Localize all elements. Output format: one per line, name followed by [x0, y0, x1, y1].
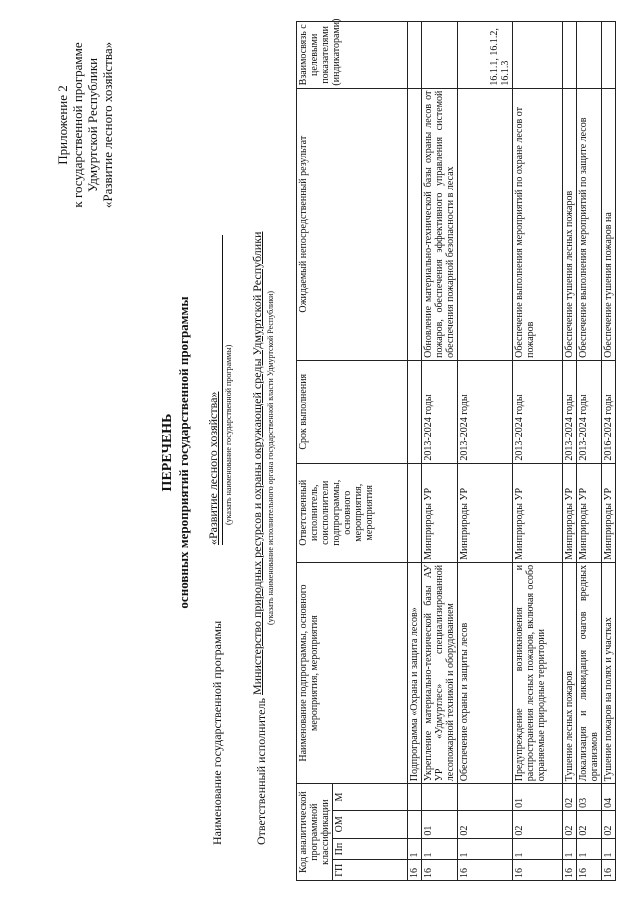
- cell-pp: 1: [563, 838, 577, 860]
- cell-link: [422, 22, 458, 89]
- cell-result: Обеспечение тушения пожаров на: [602, 88, 616, 360]
- cell-name: Тушение лесных пожаров: [563, 562, 577, 783]
- cell-result: [458, 88, 513, 360]
- table-header-row: [297, 22, 333, 881]
- cell-link: [577, 22, 602, 89]
- cell-result: Обеспечение выполнения мероприятий по защите лесов: [577, 88, 602, 360]
- cell-term: [408, 360, 422, 463]
- cell-responsible: Минприроды УР: [563, 463, 577, 562]
- cell-om: 02: [513, 810, 563, 838]
- cell-term: 2013-2024 годы: [577, 360, 602, 463]
- header-om: ОМ: [333, 810, 408, 838]
- cell-gp: 16: [458, 860, 513, 881]
- cell-term: 2013-2024 годы: [458, 360, 513, 463]
- cell-pp: 1: [602, 838, 616, 860]
- executor-label: Ответственный исполнитель: [254, 698, 268, 845]
- cell-responsible: [408, 463, 422, 562]
- cell-name: Обеспечение охраны и защиты лесов: [458, 562, 513, 783]
- cell-om: 02: [577, 810, 602, 838]
- header-m: М: [333, 784, 408, 811]
- cell-m: [422, 784, 458, 811]
- cell-om: 02: [458, 810, 513, 838]
- cell-m: [408, 784, 422, 811]
- table-row: [408, 22, 422, 881]
- cell-responsible: Минприроды УР: [458, 463, 513, 562]
- program-row: [206, 344, 233, 845]
- cell-term: 2013-2024 годы: [563, 360, 577, 463]
- cell-gp: 16: [422, 860, 458, 881]
- document-title: ПЕРЕЧЕНЬ: [160, 413, 175, 492]
- cell-term: 2013-2024 годы: [513, 360, 563, 463]
- appendix-line-1: Приложение 2: [55, 85, 70, 165]
- executor-row: [250, 231, 275, 845]
- cell-term: 2013-2024 годы: [422, 360, 458, 463]
- program-underline: [222, 235, 223, 545]
- cell-result: [408, 88, 422, 360]
- cell-name: Предупреждение возникновения и распространения лесных пожаров, включая особо охраняемые природные территории: [513, 562, 563, 783]
- cell-responsible: Минприроды УР: [422, 463, 458, 562]
- program-name: «Развитие лесного хозяйства»: [206, 391, 220, 545]
- program-label: Наименование государственной программы: [210, 620, 224, 845]
- program-note: (указать наименование государственной программы): [224, 344, 233, 525]
- appendix-block: [55, 20, 115, 230]
- table-row: [422, 22, 458, 881]
- header-name: Наименование подпрограммы, основного мероприятия, мероприятия: [297, 562, 408, 783]
- cell-pp: 1: [513, 838, 563, 860]
- cell-pp: 1: [408, 838, 422, 860]
- cell-m: 03: [577, 784, 602, 811]
- cell-m: [458, 784, 513, 811]
- cell-name: Подпрограмма «Охрана и защита лесов»: [408, 562, 422, 783]
- cell-m: 04: [602, 784, 616, 811]
- header-responsible: Ответственный исполнитель, соисполнители подпрограммы, основного мероприятия, мероприятия: [297, 463, 408, 562]
- appendix-line-3: Удмуртской Республики: [85, 57, 100, 193]
- measures-table: [296, 18, 616, 881]
- cell-pp: 1: [422, 838, 458, 860]
- document-heading: [160, 0, 192, 905]
- document-subtitle: основных мероприятий государственной программы: [176, 296, 191, 609]
- header-code: Код аналитической программной классификации: [297, 784, 333, 881]
- cell-link: [563, 22, 577, 89]
- table-row: [458, 22, 513, 881]
- table-row: [602, 22, 616, 881]
- table-row: [577, 22, 602, 881]
- header-gp: ГП: [333, 860, 408, 881]
- cell-om: [408, 810, 422, 838]
- cell-m: 01: [513, 784, 563, 811]
- cell-gp: 16: [513, 860, 563, 881]
- cell-link: 16.1.1, 16.1.2, 16.1.3: [458, 22, 513, 89]
- cell-name: Локализация и ликвидация очагов вредных организмов: [577, 562, 602, 783]
- cell-link: [408, 22, 422, 89]
- appendix-line-4: «Развитие лесного хозяйства»: [100, 41, 115, 209]
- cell-link: [513, 22, 563, 89]
- appendix-line-2: к государственной программе: [70, 42, 85, 208]
- cell-m: 02: [563, 784, 577, 811]
- cell-term: 2016-2024 годы: [602, 360, 616, 463]
- cell-pp: 1: [458, 838, 513, 860]
- cell-pp: 1: [577, 838, 602, 860]
- header-result: Ожидаемый непосредственный результат: [297, 88, 408, 360]
- cell-link: [602, 22, 616, 89]
- executor-name: Министерство природных ресурсов и охраны окружающей среды Удмуртской Республики: [250, 231, 264, 695]
- header-term: Срок выполнения: [297, 360, 408, 463]
- cell-name: Тушение пожаров на полях и участках: [602, 562, 616, 783]
- cell-responsible: Минприроды УР: [513, 463, 563, 562]
- table-row: [513, 22, 563, 881]
- cell-om: 02: [602, 810, 616, 838]
- cell-gp: 16: [577, 860, 602, 881]
- header-pp: Пп: [333, 838, 408, 860]
- cell-name: Укрепление материально-технической базы АУ УР «Удмуртлес» специализированной лесопожарной техникой и оборудованием: [422, 562, 458, 783]
- cell-responsible: Минприроды УР: [602, 463, 616, 562]
- cell-gp: 16: [563, 860, 577, 881]
- table-row: [563, 22, 577, 881]
- cell-gp: 16: [408, 860, 422, 881]
- cell-om: 02: [563, 810, 577, 838]
- cell-result: Обеспечение тушения лесных пожаров: [563, 88, 577, 360]
- cell-result: Обновление материально-технической базы охраны лесов от пожаров, обеспечения эффективного управления системой обеспечения пожарной безопасности в лесах: [422, 88, 458, 360]
- cell-om: 01: [422, 810, 458, 838]
- header-link: Взаимосвязь с целевыми показателями (индикаторами): [297, 22, 408, 89]
- cell-gp: 16: [602, 860, 616, 881]
- cell-responsible: Минприроды УР: [577, 463, 602, 562]
- cell-result: Обеспечение выполнения мероприятий по охране лесов от пожаров: [513, 88, 563, 360]
- executor-note: (указать наименование исполнительного органа государственной власти Удмуртской Республики): [266, 290, 275, 625]
